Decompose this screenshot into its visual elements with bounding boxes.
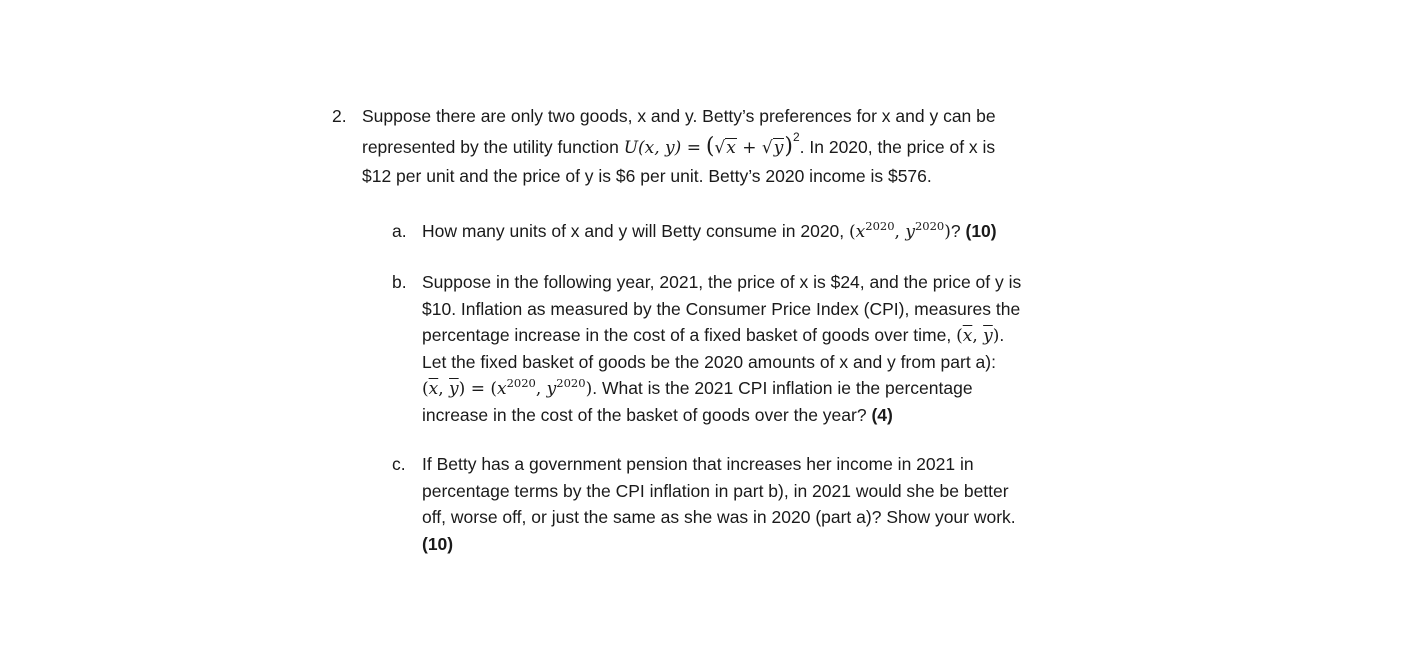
part-b-line-1: Suppose in the following year, 2021, the price of x is $24, and the price of y is bbox=[422, 272, 1022, 292]
part-c-points: (10) bbox=[422, 533, 454, 554]
part-b-line-4: Let the fixed basket of goods be the 2020 amounts of x and y from part a): bbox=[422, 351, 996, 372]
question-line-2 bbox=[362, 130, 1062, 164]
question-line-2-pre: represented by the utility function bbox=[362, 137, 619, 157]
part-c-line-1: If Betty has a government pension that increases her income in 2021 in bbox=[422, 454, 974, 474]
part-b-line-3: percentage increase in the cost of a fixed basket of goods over time, ($\overline{x}$, $\overline{y}$). bbox=[422, 325, 1005, 346]
question-line-1: Suppose there are only two goods, x and y. Betty’s preferences for x and y can be bbox=[362, 106, 996, 126]
part-c-line-4 bbox=[422, 531, 1072, 558]
part-a-text bbox=[422, 218, 1072, 245]
part-c-text bbox=[422, 451, 1072, 557]
part-a-label: a. bbox=[392, 221, 407, 241]
part-c-label: c. bbox=[392, 454, 406, 474]
question-body bbox=[362, 104, 1062, 190]
question-line-3: $12 per unit and the price of y is $6 per unit. Betty’s 2020 income is $576. bbox=[362, 166, 932, 186]
part-b-text bbox=[422, 269, 1072, 428]
question-line-2-post: . In 2020, the price of x is bbox=[799, 137, 996, 157]
part-a-line-1: How many units of x and y will Betty consume in 2020, ($x^{2020}$, $y^{2020}$)? (10) bbox=[422, 219, 997, 242]
part-b-points: (4) bbox=[871, 404, 893, 425]
part-b-label: b. bbox=[392, 272, 407, 292]
part-b-basket: ($\overline{x}$, $\overline{y}$) bbox=[956, 326, 1000, 346]
question-number: 2. bbox=[332, 106, 347, 126]
part-c-line-2: percentage terms by the CPI inflation in part b), in 2021 would she be better bbox=[422, 480, 1009, 501]
utility-function-label: U(x, y) = bbox=[623, 138, 701, 158]
part-c-line-3: off, worse off, or just the same as she was in 2020 (part a)? Show your work. bbox=[422, 507, 1016, 527]
part-a-points: (10) bbox=[965, 221, 997, 241]
part-b-line-2: $10. Inflation as measured by the Consumer Price Index (CPI), measures the bbox=[422, 298, 1021, 319]
part-b-line-6: increase in the cost of the basket of goods over the year? (4) bbox=[422, 404, 893, 425]
part-a-bundle: ($x^{2020}$, $y^{2020}$) bbox=[849, 219, 951, 242]
part-b-basket-definition: ($\overline{x}$, $\overline{y}) = (x^{2020}$, $y^{2020}$) bbox=[422, 376, 593, 399]
part-b-line-5: ($\overline{x}$, $\overline{y}) = (x^{2020}$, $y^{2020}$). What is the 2021 CPI inflation ie the percentage bbox=[422, 376, 973, 399]
utility-function-expression: $(√x + √y)^2$ bbox=[705, 130, 800, 159]
